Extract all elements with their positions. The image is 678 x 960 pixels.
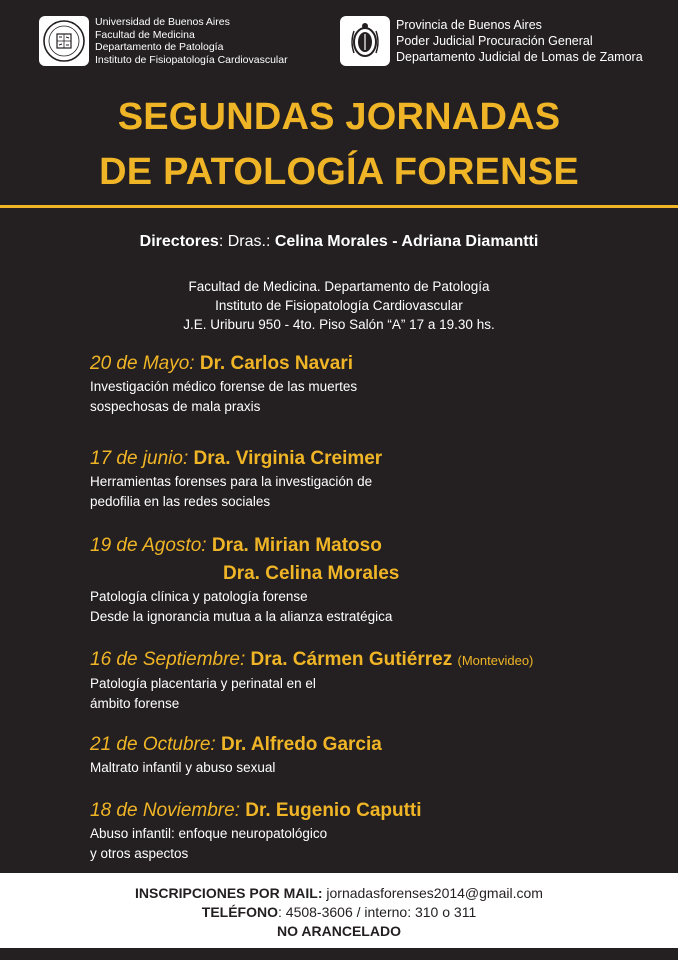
directors	[0, 232, 678, 252]
venue-line: Facultad de Medicina. Departamento de Patología	[188, 279, 490, 294]
session-description-line: Investigación médico forense de las muertes	[90, 379, 358, 394]
session-description-line: Desde la ignorancia mutua a la alianza estratégica	[90, 609, 393, 624]
session-description-line: sospechosas de mala praxis	[90, 399, 261, 414]
provincial-coat-of-arms-icon	[340, 16, 390, 66]
session-speaker: Dra. Cármen Gutiérrez	[250, 649, 453, 670]
directors-names: Celina Morales - Adriana Diamantti	[274, 233, 539, 250]
event-title-line-1: SEGUNDAS JORNADAS	[117, 96, 561, 138]
session-date: 18 de Noviembre:	[90, 800, 240, 821]
institution-left-line: Facultad de Medicina	[95, 28, 195, 41]
session-heading	[90, 799, 650, 823]
session-heading	[90, 648, 650, 673]
session-date: 21 de Octubre:	[90, 734, 216, 755]
institution-right-text	[396, 17, 643, 65]
session-speaker: Dr. Alfredo Garcia	[220, 734, 382, 755]
session-speaker-secondary: Dra. Celina Morales	[223, 563, 400, 584]
session-speaker: Dra. Virginia Creimer	[193, 448, 383, 469]
phone-number: : 4508-3606 / interno: 310 o 311	[278, 904, 477, 920]
fee-notice	[0, 922, 678, 941]
session-speaker: Dr. Carlos Navari	[199, 353, 353, 374]
session-october	[90, 733, 650, 778]
session-description	[90, 472, 650, 512]
institution-left-text	[95, 16, 288, 66]
directors-label: Directores	[139, 233, 219, 250]
session-speaker: Dra. Mirian Matoso	[211, 535, 382, 556]
session-description-line: Abuso infantil: enfoque neuropatológico	[90, 826, 328, 841]
session-description	[90, 377, 650, 417]
session-heading-secondary	[90, 562, 650, 586]
institution-left-line: Instituto de Fisiopatología Cardiovascular	[95, 53, 288, 66]
institution-left-line: Departamento de Patología	[95, 41, 224, 53]
session-heading	[90, 733, 650, 757]
session-date: 20 de Mayo:	[90, 353, 195, 374]
session-description-line: Patología placentaria y perinatal en el	[90, 676, 316, 691]
session-june	[90, 447, 650, 512]
session-description-line: pedofilia en las redes sociales	[90, 494, 271, 509]
session-description	[90, 758, 650, 778]
registration-footer	[0, 873, 678, 948]
session-date: 17 de junio:	[90, 448, 189, 469]
institution-left-line: Universidad de Buenos Aires	[95, 16, 230, 28]
session-date: 19 de Agosto:	[90, 535, 207, 556]
institution-right	[340, 16, 643, 66]
session-heading	[90, 352, 650, 376]
session-date: 16 de Septiembre:	[90, 649, 246, 670]
venue-line: Instituto de Fisiopatología Cardiovascular	[215, 298, 463, 313]
session-september	[90, 648, 650, 714]
session-description	[90, 587, 650, 627]
institution-right-line: Poder Judicial Procuración General	[396, 34, 593, 48]
uba-seal-icon	[39, 16, 89, 66]
session-november	[90, 799, 650, 864]
session-may	[90, 352, 650, 417]
institution-left	[39, 16, 288, 66]
session-description-line: ámbito forense	[90, 696, 180, 711]
session-heading	[90, 534, 650, 558]
phone-row	[0, 903, 678, 922]
session-description-line: Maltrato infantil y abuso sexual	[90, 760, 276, 775]
directors-prefix: : Dras.:	[218, 233, 275, 250]
venue	[0, 277, 678, 334]
phone-label: TELÉFONO	[201, 904, 278, 920]
session-august	[90, 534, 650, 627]
session-speaker-note: (Montevideo)	[457, 653, 534, 668]
institution-right-line: Provincia de Buenos Aires	[396, 18, 542, 32]
session-heading	[90, 447, 650, 471]
venue-line: J.E. Uriburu 950 - 4to. Piso Salón “A” 17 a 19.30 hs.	[183, 317, 495, 332]
event-title-line-2: DE PATOLOGÍA FORENSE	[99, 151, 579, 193]
title-divider	[0, 205, 678, 208]
registration-email[interactable]: jornadasforenses2014@gmail.com	[326, 885, 543, 901]
session-description-line: Patología clínica y patología forense	[90, 589, 308, 604]
institution-right-line: Departamento Judicial de Lomas de Zamora	[396, 50, 643, 64]
mail-label: INSCRIPCIONES POR MAIL:	[135, 885, 323, 901]
session-description	[90, 674, 650, 714]
session-description	[90, 824, 650, 864]
fee-text: NO ARANCELADO	[277, 923, 401, 939]
session-description-line: y otros aspectos	[90, 846, 189, 861]
session-description-line: Herramientas forenses para la investigación de	[90, 474, 373, 489]
registration-mail-row	[0, 884, 678, 903]
session-speaker: Dr. Eugenio Caputti	[245, 800, 422, 821]
